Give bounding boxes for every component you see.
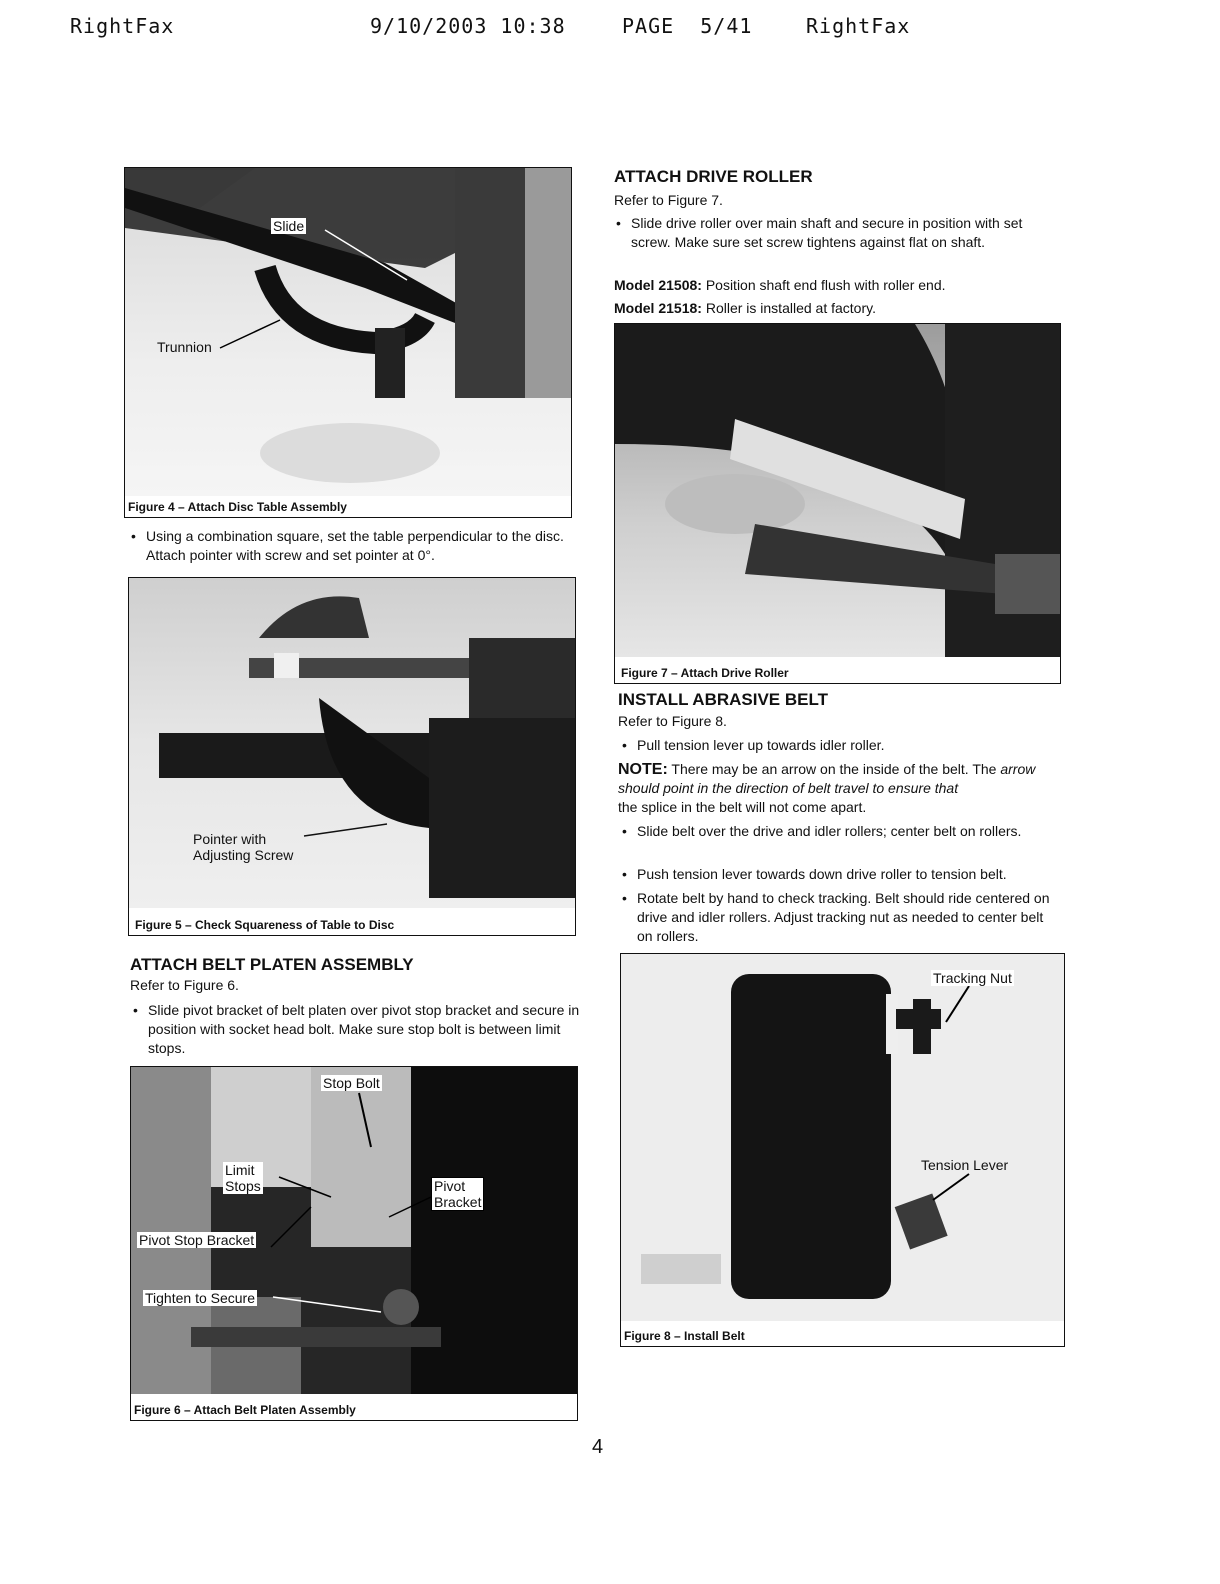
label-slide: Slide [273,218,305,234]
refer-figure-6: Refer to Figure 6. [130,977,239,993]
figure-4 [124,167,572,518]
figure-7-caption: Figure 7 – Attach Drive Roller [621,666,789,680]
left-bullet-combination-square: • Using a combination square, set the table perpendicular to the disc. Attach pointer with screw and set pointer at 0°. [146,527,571,565]
figure-5-photo [129,578,575,908]
label-limit-stops: Limit Stops [225,1162,261,1194]
label-tension-lever: Tension Lever [921,1157,1009,1173]
bullet-slide-drive-roller: • Slide drive roller over main shaft and secure in position with set screw. Make sure set screw tightens against flat on shaft. [631,214,1061,252]
note-paragraph [618,760,1064,817]
figure-8 [620,953,1065,1347]
model-21518-text: Roller is installed at factory. [701,300,876,316]
fax-header-page: PAGE 5/41 [622,14,753,38]
label-pivot-bracket: Pivot Bracket [431,1177,484,1211]
model-21518-line [614,299,1064,318]
figure-6 [130,1066,578,1421]
note-label: NOTE: [618,761,668,778]
figure-4-illustration [125,168,571,496]
model-21508-text: Position shaft end flush with roller end. [701,277,946,293]
figure-6-illustration [131,1067,577,1394]
fax-header-left: RightFax [70,14,175,38]
figure-5 [128,577,576,936]
note-text-2: the splice in the belt will not come apart. [618,799,867,815]
bullet-rotate-belt: • Rotate belt by hand to check tracking. Belt should ride centered on drive and idler rollers. Adjust tracking nut as needed to center belt on rollers. [637,889,1062,946]
figure-7-photo [615,324,1060,657]
figure-6-caption: Figure 6 – Attach Belt Platen Assembly [134,1403,356,1417]
figure-5-caption: Figure 5 – Check Squareness of Table to Disc [135,918,395,932]
figure-8-caption: Figure 8 – Install Belt [624,1329,745,1343]
note-text-italic: arrow should point in the direction of belt travel to ensure that [618,761,1036,796]
figure-8-illustration [621,954,1064,1321]
fax-header-right: RightFax [806,14,911,38]
model-21518-label: Model 21518: [614,300,702,316]
label-stop-bolt: Stop Bolt [323,1075,380,1091]
bullet-slide-pivot-bracket: • Slide pivot bracket of belt platen over pivot stop bracket and secure in position with socket head bolt. Make sure stop bolt is between limit stops. [148,1001,580,1058]
figure-6-photo [131,1067,577,1394]
heading-attach-belt-platen: ATTACH BELT PLATEN ASSEMBLY [130,955,414,974]
figure-4-caption: Figure 4 – Attach Disc Table Assembly [128,500,347,514]
figure-8-photo [621,954,1064,1321]
model-21508-line [614,276,1064,295]
note-text-1: There may be an arrow on the inside of the belt. The [667,761,1001,777]
figure-7 [614,323,1061,684]
label-pointer-with-adjusting-screw: Pointer with Adjusting Screw [193,831,294,863]
figure-4-photo [125,168,571,496]
refer-figure-8: Refer to Figure 8. [618,713,727,729]
bullet-pull-tension-lever: • Pull tension lever up towards idler roller. [637,736,1057,755]
label-tighten-to-secure: Tighten to Secure [145,1290,255,1306]
bullet-slide-belt: • Slide belt over the drive and idler rollers; center belt on rollers. [637,822,1057,841]
heading-install-abrasive-belt: INSTALL ABRASIVE BELT [618,690,828,709]
model-21508-label: Model 21508: [614,277,702,293]
figure-7-illustration [615,324,1060,657]
label-pivot-stop-bracket: Pivot Stop Bracket [139,1232,255,1248]
label-trunnion: Trunnion [157,339,212,355]
heading-attach-drive-roller: ATTACH DRIVE ROLLER [614,167,813,186]
fax-header-datetime: 9/10/2003 10:38 [370,14,566,38]
label-tracking-nut: Tracking Nut [933,970,1012,986]
bullet-push-tension-lever: • Push tension lever towards down drive roller to tension belt. [637,865,1077,884]
refer-figure-7: Refer to Figure 7. [614,192,723,208]
page-number: 4 [592,1436,604,1458]
